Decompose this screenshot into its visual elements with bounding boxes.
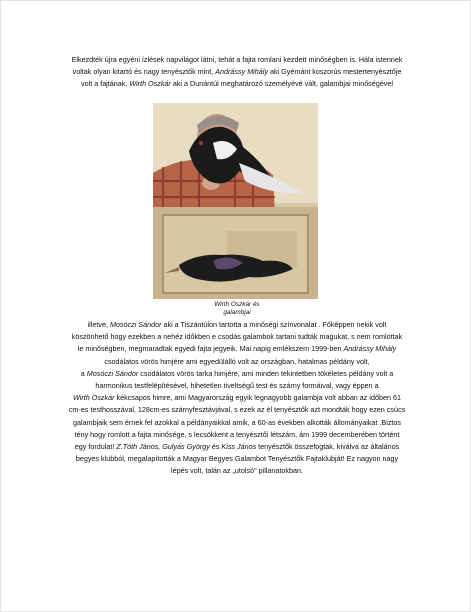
text-run: tény hogy romlott a fajta minősége, s lecsökkent a tenyésztői létszám, ám 1999 decemberében történt [74,429,400,439]
name-emphasis: Andrássy Mihály [215,67,268,77]
text-line [41,66,433,78]
photo-wirth-oszkar-pigeons [153,103,318,299]
text-line [41,441,433,453]
photo-caption [187,301,287,317]
text-run: köszönhető hogy ezekben a nehéz időkben e csodás galambok tartani tudták magukat, s nem romlottak [71,332,403,342]
caption-line-2: galambjai [223,309,251,316]
text-line [41,417,433,429]
text-run: aki a Tiszántúlon tartotta a minőségi színvonalat . Főképpen nekik volt [161,320,387,329]
text-run: egy fordulat! [74,442,117,452]
text-run: cm-es testhosszával, 128cm-es szárnyfesztávjával, s ezek az él tenyésztők azt mondták hogy ezen csúcs [68,405,406,415]
text-line [41,368,433,380]
text-line [41,465,433,477]
name-emphasis: Mosóczi Sándor [86,368,139,378]
name-emphasis: Wirth Oszkár [129,79,171,89]
text-line [41,78,433,90]
text-run: kékcsapos himre, ami Magyarország egyik legnagyobb galambja volt abban az időben 61 [114,393,401,403]
text-run: lépés volt, talán az „utolsó" pillanatokban. [170,466,303,476]
text-line [41,356,433,368]
text-run: voltak olyan kitartó és nagy tenyésztők mint, [72,67,216,77]
text-run: Elkezdték újra egyéni ízlések napvilágot látni, tehát a fajta romlani kezdett minőségben is. Hála istennek [71,55,403,64]
text-line [41,380,433,392]
caption-line-1: Wirth Oszkár és [214,301,260,308]
text-run: csodálatos vörös tarka himjére, ami minden tekintetben tökéletes példány volt a [138,368,394,378]
photo-image [153,103,318,299]
name-emphasis: Kiss János [221,442,257,452]
text-line [41,319,433,331]
text-run: aki Gyémánt koszorús mestertenyésztője [267,67,402,77]
paragraph-intro [41,54,433,91]
text-run: begyes klubból, megalapították a Magyar Begyes Galambot Tenyésztők Fajtaklubját! Ez nagyon nagy [75,454,399,464]
text-line [41,331,433,343]
text-line [41,429,433,441]
text-run: és [209,442,222,452]
text-run: illetve, [87,320,110,329]
text-run: a [80,368,87,378]
text-run: le minőségben, megmaradtak egyedi fajta jegyeik. Mai napig emlékszem 1999-ben [77,344,344,354]
text-line [41,392,433,404]
text-line [41,404,433,416]
text-run: volt a fajtának, [81,79,130,89]
name-emphasis: Wirth Oszkár [73,393,115,403]
paragraph-main [41,319,433,478]
text-line [41,453,433,465]
name-emphasis: Andrássy Mihály [343,344,397,354]
text-run: harmonikus testfelépítésével, hihetetlen tiveltségű test és szárny formáival, vagy éppen a [95,381,379,391]
text-line [41,54,433,66]
text-run: galambjaik sem érnek fel azokkal a példányaikkal amik, a 60-as években alkották állományaikat .Biztos [73,417,401,427]
text-run: tenyésztők összefogtak, kiválva az általános [256,442,400,452]
text-run: csodálatos vörös himjére ami egyedülálló volt az országban, hatalmas példány volt, [104,356,370,366]
name-emphasis: Z.Tóth János, Gulyás György [116,442,210,452]
name-emphasis: Mosóczi Sándor [109,320,162,329]
text-run: aki a Dunántúl meghatározó személyévé vált, galambjai minőségével [170,79,393,89]
text-line [41,343,433,355]
